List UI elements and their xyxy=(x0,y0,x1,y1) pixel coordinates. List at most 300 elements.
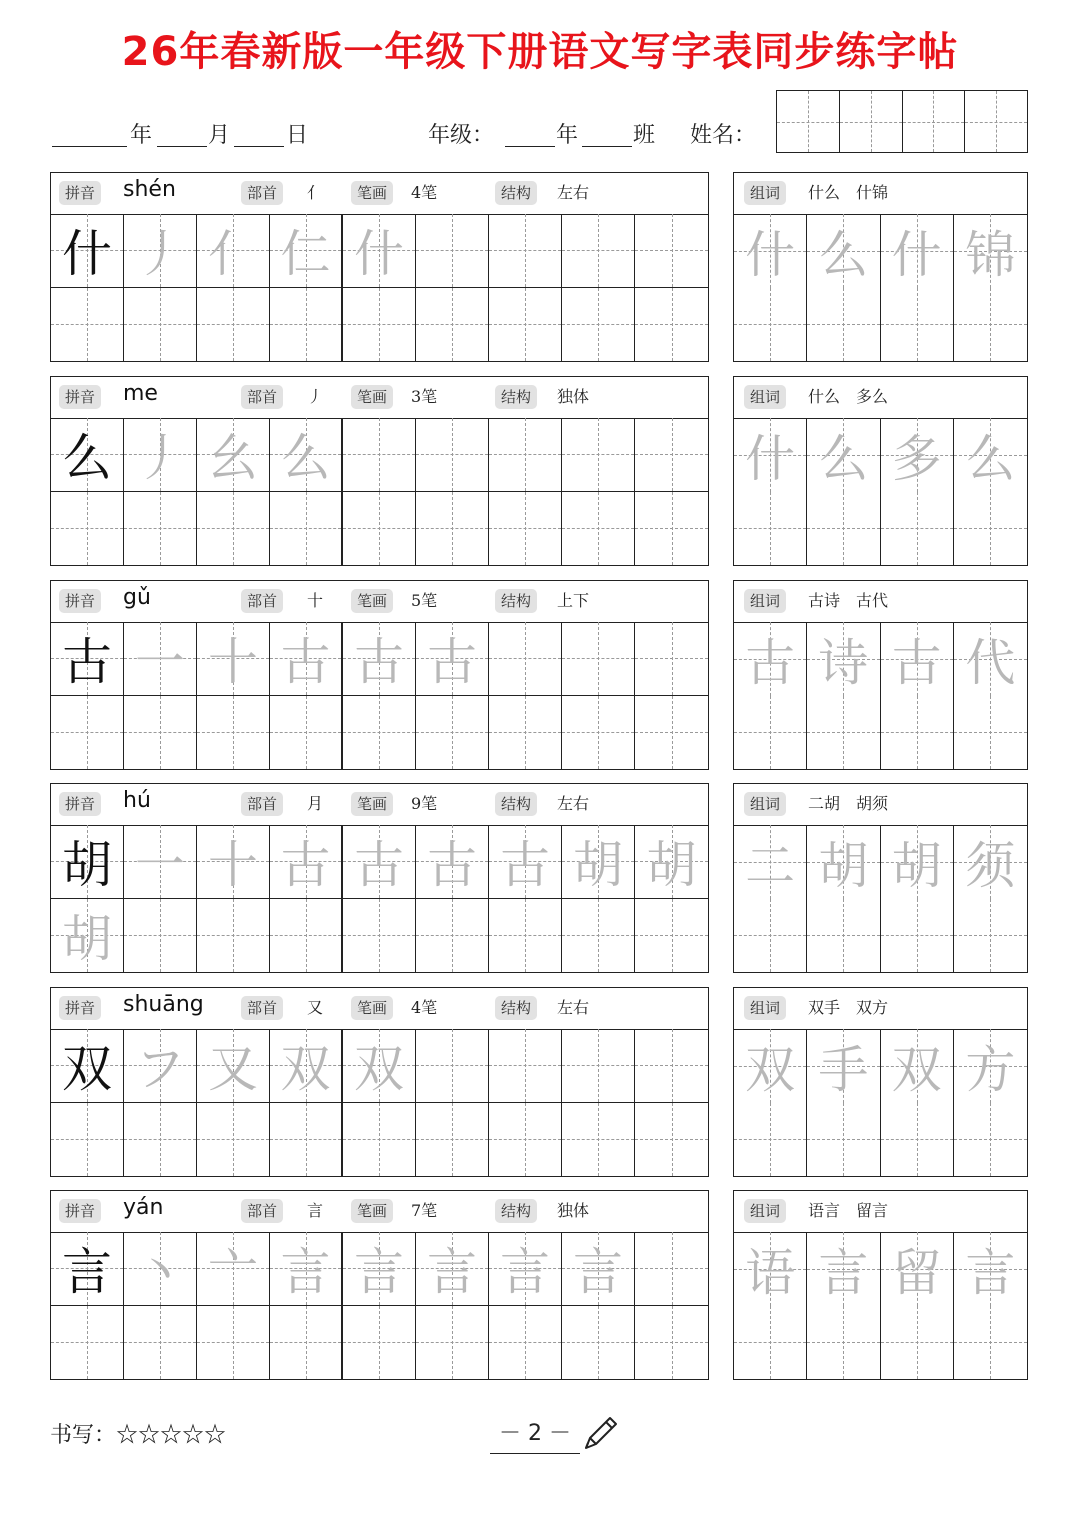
practice-cell[interactable] xyxy=(51,1103,124,1177)
practice-cell[interactable] xyxy=(562,492,635,566)
practice-cell[interactable] xyxy=(124,1306,197,1380)
word-trace-char: 么 xyxy=(965,429,1016,488)
words-tag: 组词 xyxy=(744,181,786,205)
radical-tag: 部首 xyxy=(241,181,283,205)
trace-char xyxy=(416,899,488,973)
practice-cell[interactable] xyxy=(562,825,635,899)
pinyin-tag: 拼音 xyxy=(59,589,101,613)
radical-value: 丿 xyxy=(307,387,324,406)
trace-char xyxy=(635,1232,708,1305)
word-trace-char: 方 xyxy=(965,1040,1016,1099)
trace-char xyxy=(489,696,561,770)
practice-cell[interactable] xyxy=(124,288,197,362)
char-section xyxy=(50,580,1028,770)
structure-value: 独体 xyxy=(557,387,590,406)
practice-cell[interactable] xyxy=(124,1103,197,1177)
word-cell[interactable] xyxy=(954,899,1027,973)
words-value: 什么 什锦 xyxy=(808,183,889,202)
trace-char xyxy=(562,1103,634,1177)
word-grid xyxy=(734,214,1027,361)
practice-cell[interactable] xyxy=(635,418,708,492)
practice-cell[interactable] xyxy=(416,1029,489,1103)
word-cell[interactable] xyxy=(807,696,880,770)
word-cell[interactable] xyxy=(807,1232,880,1306)
practice-cell[interactable] xyxy=(416,1103,489,1177)
word-cell[interactable] xyxy=(881,899,954,973)
practice-cell[interactable] xyxy=(416,622,489,696)
word-cell[interactable] xyxy=(734,288,807,362)
radical-value: 月 xyxy=(307,794,324,813)
char-info-row xyxy=(51,173,708,215)
word-trace-char: 什 xyxy=(745,429,796,488)
practice-cell[interactable] xyxy=(562,1306,635,1380)
trace-char xyxy=(489,1103,561,1177)
name-grid[interactable] xyxy=(776,90,1028,153)
practice-cell[interactable] xyxy=(270,899,343,973)
practice-cell[interactable] xyxy=(270,1232,343,1306)
practice-cell[interactable] xyxy=(416,825,489,899)
word-info-row xyxy=(734,581,1027,623)
word-trace-char: 胡 xyxy=(818,836,869,895)
word-cell[interactable] xyxy=(881,825,954,899)
radical-value: 亻 xyxy=(307,183,324,202)
strokes-value: 5笔 xyxy=(411,591,438,610)
word-info-row xyxy=(734,988,1027,1030)
word-grid xyxy=(734,825,1027,972)
word-cell[interactable] xyxy=(734,1029,807,1103)
word-cell[interactable] xyxy=(954,825,1027,899)
practice-cell[interactable] xyxy=(197,214,270,288)
strokes-value: 4笔 xyxy=(411,998,438,1017)
trace-char xyxy=(635,622,708,695)
trace-char xyxy=(562,214,634,287)
practice-grid xyxy=(51,825,708,972)
trace-char xyxy=(635,1029,708,1102)
practice-cell[interactable] xyxy=(343,1232,416,1306)
trace-char xyxy=(51,1306,123,1380)
char-info-row xyxy=(51,581,708,623)
char-practice-box xyxy=(50,987,709,1177)
practice-cell[interactable] xyxy=(562,622,635,696)
class-label: 班 xyxy=(633,123,656,148)
word-trace-char: 双 xyxy=(745,1040,796,1099)
trace-char: 十 xyxy=(208,633,258,692)
trace-char: 古 xyxy=(280,836,331,895)
word-cell[interactable] xyxy=(734,1103,807,1177)
word-trace-char: 语 xyxy=(745,1243,796,1302)
practice-cell[interactable] xyxy=(489,288,562,362)
pinyin-value: me xyxy=(123,381,158,406)
practice-cell[interactable] xyxy=(343,492,416,566)
practice-cell[interactable] xyxy=(343,418,416,492)
practice-cell[interactable] xyxy=(197,899,270,973)
practice-cell[interactable] xyxy=(343,825,416,899)
name-cell[interactable] xyxy=(777,91,840,152)
practice-cell[interactable] xyxy=(489,1306,562,1380)
practice-cell[interactable] xyxy=(51,899,124,973)
practice-cell[interactable] xyxy=(270,492,343,566)
practice-cell[interactable] xyxy=(416,899,489,973)
practice-cell[interactable] xyxy=(562,899,635,973)
trace-char: 一 xyxy=(135,633,185,692)
word-cell[interactable] xyxy=(734,899,807,973)
practice-cell[interactable] xyxy=(416,418,489,492)
trace-char: 又 xyxy=(208,1040,258,1099)
practice-cell[interactable] xyxy=(635,1306,708,1380)
practice-cell[interactable] xyxy=(343,696,416,770)
trace-char xyxy=(124,288,196,362)
word-cell[interactable] xyxy=(881,214,954,288)
trace-char xyxy=(635,288,708,362)
practice-cell[interactable] xyxy=(635,214,708,288)
word-cell[interactable] xyxy=(954,622,1027,696)
pinyin-tag: 拼音 xyxy=(59,996,101,1020)
practice-cell[interactable] xyxy=(270,288,343,362)
practice-cell[interactable] xyxy=(343,288,416,362)
words-value: 什么 多么 xyxy=(808,387,889,406)
trace-char: 什 xyxy=(354,225,404,284)
practice-cell[interactable] xyxy=(51,1232,124,1306)
strokes-value: 9笔 xyxy=(411,794,438,813)
trace-char xyxy=(416,418,488,491)
structure-value: 左右 xyxy=(557,998,590,1017)
practice-grid xyxy=(51,622,708,769)
word-cell[interactable] xyxy=(954,696,1027,770)
word-trace-char: 什 xyxy=(891,225,942,284)
strokes-value: 4笔 xyxy=(411,183,438,202)
rating-stars[interactable]: ☆☆☆☆☆ xyxy=(116,1423,227,1448)
trace-char: 亠 xyxy=(208,1243,258,1302)
word-cell[interactable] xyxy=(807,214,880,288)
word-cell[interactable] xyxy=(807,825,880,899)
practice-cell[interactable] xyxy=(51,1306,124,1380)
practice-cell[interactable] xyxy=(489,622,562,696)
practice-cell[interactable] xyxy=(51,214,124,288)
word-info-row xyxy=(734,173,1027,215)
word-cell[interactable] xyxy=(881,622,954,696)
practice-cell[interactable] xyxy=(635,1232,708,1306)
words-tag: 组词 xyxy=(744,792,786,816)
word-grid xyxy=(734,418,1027,565)
trace-char xyxy=(562,696,634,770)
practice-cell[interactable] xyxy=(489,214,562,288)
word-cell[interactable] xyxy=(734,418,807,492)
practice-cell[interactable] xyxy=(343,899,416,973)
trace-char xyxy=(489,899,561,973)
practice-cell[interactable] xyxy=(635,899,708,973)
practice-cell[interactable] xyxy=(489,418,562,492)
practice-cell[interactable] xyxy=(416,492,489,566)
word-cell[interactable] xyxy=(954,288,1027,362)
month-blank[interactable] xyxy=(157,146,207,147)
practice-cell[interactable] xyxy=(489,899,562,973)
word-cell[interactable] xyxy=(734,825,807,899)
trace-char: 丿 xyxy=(135,429,185,488)
word-cell[interactable] xyxy=(807,418,880,492)
year-label: 年 xyxy=(130,123,153,148)
practice-cell[interactable] xyxy=(197,1306,270,1380)
char-info-row xyxy=(51,377,708,419)
words-value: 语言 留言 xyxy=(808,1201,889,1220)
words-tag: 组词 xyxy=(744,1199,786,1223)
word-cell[interactable] xyxy=(954,418,1027,492)
trace-char xyxy=(197,696,269,770)
structure-value: 独体 xyxy=(557,1201,590,1220)
trace-char xyxy=(51,696,123,770)
word-cell[interactable] xyxy=(954,492,1027,566)
trace-char: 丶 xyxy=(135,1243,185,1302)
practice-cell[interactable] xyxy=(124,899,197,973)
word-cell[interactable] xyxy=(954,214,1027,288)
strokes-value: 3笔 xyxy=(411,387,438,406)
radical-tag: 部首 xyxy=(241,996,283,1020)
word-cell[interactable] xyxy=(954,1232,1027,1306)
trace-char: フ xyxy=(135,1040,185,1099)
word-cell[interactable] xyxy=(807,1306,880,1380)
practice-cell[interactable] xyxy=(562,696,635,770)
practice-cell[interactable] xyxy=(416,1306,489,1380)
practice-cell[interactable] xyxy=(270,622,343,696)
practice-cell[interactable] xyxy=(489,1103,562,1177)
word-trace-char: 诗 xyxy=(818,633,869,692)
practice-cell[interactable] xyxy=(343,1103,416,1177)
word-cell[interactable] xyxy=(807,899,880,973)
practice-cell[interactable] xyxy=(489,1232,562,1306)
trace-char: 言 xyxy=(573,1243,623,1302)
trace-char xyxy=(416,214,488,287)
practice-cell[interactable] xyxy=(197,825,270,899)
practice-cell[interactable] xyxy=(124,418,197,492)
practice-cell[interactable] xyxy=(562,418,635,492)
word-trace-char: 胡 xyxy=(891,836,942,895)
trace-char: 胡 xyxy=(62,910,112,969)
trace-char xyxy=(562,899,634,973)
trace-char xyxy=(416,492,488,566)
practice-cell[interactable] xyxy=(124,1232,197,1306)
word-cell[interactable] xyxy=(807,288,880,362)
pinyin-value: hú xyxy=(123,788,151,813)
practice-cell[interactable] xyxy=(270,418,343,492)
word-cell[interactable] xyxy=(954,1306,1027,1380)
practice-cell[interactable] xyxy=(343,1029,416,1103)
practice-cell[interactable] xyxy=(124,825,197,899)
practice-cell[interactable] xyxy=(416,214,489,288)
practice-cell[interactable] xyxy=(124,696,197,770)
word-cell[interactable] xyxy=(734,1232,807,1306)
model-char: 么 xyxy=(62,429,112,488)
word-cell[interactable] xyxy=(881,492,954,566)
practice-cell[interactable] xyxy=(51,418,124,492)
practice-cell[interactable] xyxy=(51,288,124,362)
word-box xyxy=(733,580,1028,770)
practice-cell[interactable] xyxy=(635,622,708,696)
word-cell[interactable] xyxy=(881,1306,954,1380)
trace-char xyxy=(416,1306,488,1380)
word-cell[interactable] xyxy=(807,1029,880,1103)
trace-char xyxy=(197,492,269,566)
strokes-tag: 笔画 xyxy=(351,181,393,205)
practice-cell[interactable] xyxy=(562,1232,635,1306)
word-trace-char: 留 xyxy=(891,1243,942,1302)
word-box xyxy=(733,172,1028,362)
trace-char xyxy=(270,899,341,973)
practice-cell[interactable] xyxy=(562,214,635,288)
practice-cell[interactable] xyxy=(270,696,343,770)
structure-tag: 结构 xyxy=(495,1199,537,1223)
practice-cell[interactable] xyxy=(270,825,343,899)
practice-cell[interactable] xyxy=(635,696,708,770)
radical-tag: 部首 xyxy=(241,385,283,409)
practice-cell[interactable] xyxy=(270,214,343,288)
practice-cell[interactable] xyxy=(635,288,708,362)
pinyin-value: yán xyxy=(123,1195,164,1220)
practice-cell[interactable] xyxy=(489,696,562,770)
practice-cell[interactable] xyxy=(489,492,562,566)
trace-char: 幺 xyxy=(208,429,258,488)
trace-char xyxy=(416,1029,488,1102)
word-trace-char: 锦 xyxy=(965,225,1016,284)
class-blank[interactable] xyxy=(582,146,632,147)
word-cell[interactable] xyxy=(734,1306,807,1380)
word-cell[interactable] xyxy=(734,622,807,696)
grade-year-blank[interactable] xyxy=(505,146,555,147)
practice-cell[interactable] xyxy=(51,696,124,770)
practice-cell[interactable] xyxy=(635,492,708,566)
word-trace-char: 手 xyxy=(818,1040,869,1099)
char-practice-box xyxy=(50,580,709,770)
practice-cell[interactable] xyxy=(197,1232,270,1306)
word-cell[interactable] xyxy=(807,492,880,566)
word-cell[interactable] xyxy=(954,1029,1027,1103)
name-label: 姓名： xyxy=(690,123,757,148)
practice-cell[interactable] xyxy=(562,288,635,362)
pinyin-tag: 拼音 xyxy=(59,1199,101,1223)
trace-char xyxy=(270,1306,341,1380)
word-cell[interactable] xyxy=(881,1232,954,1306)
practice-cell[interactable] xyxy=(270,1103,343,1177)
word-box xyxy=(733,1190,1028,1380)
practice-cell[interactable] xyxy=(489,1029,562,1103)
name-cell[interactable] xyxy=(965,91,1027,152)
writing-label: 书写： xyxy=(50,1423,117,1448)
char-practice-box xyxy=(50,1190,709,1380)
word-cell[interactable] xyxy=(734,492,807,566)
trace-char: 仁 xyxy=(280,225,331,284)
trace-char xyxy=(270,696,341,770)
model-char: 胡 xyxy=(62,836,112,895)
practice-cell[interactable] xyxy=(124,1029,197,1103)
pinyin-tag: 拼音 xyxy=(59,181,101,205)
trace-char xyxy=(562,622,634,695)
word-cell[interactable] xyxy=(807,622,880,696)
trace-char xyxy=(343,492,415,566)
practice-cell[interactable] xyxy=(562,1029,635,1103)
practice-cell[interactable] xyxy=(416,696,489,770)
word-info-row xyxy=(734,1191,1027,1233)
pinyin-tag: 拼音 xyxy=(59,385,101,409)
practice-cell[interactable] xyxy=(51,1029,124,1103)
trace-char xyxy=(489,492,561,566)
practice-cell[interactable] xyxy=(197,622,270,696)
year-blank[interactable] xyxy=(52,146,127,147)
practice-cell[interactable] xyxy=(270,1029,343,1103)
practice-cell[interactable] xyxy=(51,622,124,696)
word-cell[interactable] xyxy=(734,696,807,770)
practice-cell[interactable] xyxy=(197,288,270,362)
practice-cell[interactable] xyxy=(197,696,270,770)
practice-cell[interactable] xyxy=(270,1306,343,1380)
word-cell[interactable] xyxy=(734,214,807,288)
trace-char xyxy=(416,1103,488,1177)
practice-cell[interactable] xyxy=(197,492,270,566)
practice-cell[interactable] xyxy=(343,1306,416,1380)
practice-cell[interactable] xyxy=(197,418,270,492)
trace-char xyxy=(562,418,634,491)
trace-char xyxy=(489,214,561,287)
practice-cell[interactable] xyxy=(635,825,708,899)
practice-cell[interactable] xyxy=(51,825,124,899)
practice-cell[interactable] xyxy=(416,288,489,362)
trace-char xyxy=(124,1306,196,1380)
practice-cell[interactable] xyxy=(343,214,416,288)
name-cell[interactable] xyxy=(903,91,966,152)
strokes-tag: 笔画 xyxy=(351,1199,393,1223)
words-tag: 组词 xyxy=(744,996,786,1020)
day-blank[interactable] xyxy=(234,146,284,147)
practice-cell[interactable] xyxy=(635,1103,708,1177)
word-info-row xyxy=(734,784,1027,826)
words-value: 古诗 古代 xyxy=(808,591,889,610)
word-trace-char: 古 xyxy=(891,633,942,692)
name-cell[interactable] xyxy=(840,91,903,152)
practice-cell[interactable] xyxy=(416,1232,489,1306)
word-trace-char: 么 xyxy=(818,225,869,284)
word-cell[interactable] xyxy=(807,1103,880,1177)
word-cell[interactable] xyxy=(881,1103,954,1177)
practice-cell[interactable] xyxy=(562,1103,635,1177)
word-cell[interactable] xyxy=(881,1029,954,1103)
word-trace-char: 代 xyxy=(965,633,1016,692)
practice-cell[interactable] xyxy=(635,1029,708,1103)
trace-char xyxy=(270,1103,341,1177)
trace-char: 古 xyxy=(280,633,331,692)
practice-cell[interactable] xyxy=(343,622,416,696)
radical-value: 言 xyxy=(307,1201,324,1220)
words-value: 二胡 胡须 xyxy=(808,794,889,813)
practice-cell[interactable] xyxy=(124,214,197,288)
practice-cell[interactable] xyxy=(124,622,197,696)
trace-char: 一 xyxy=(135,836,185,895)
grade-year-label: 年 xyxy=(556,123,579,148)
radical-value: 又 xyxy=(307,998,324,1017)
practice-cell[interactable] xyxy=(51,492,124,566)
trace-char: 古 xyxy=(354,633,404,692)
practice-cell[interactable] xyxy=(124,492,197,566)
practice-cell[interactable] xyxy=(197,1029,270,1103)
practice-cell[interactable] xyxy=(197,1103,270,1177)
word-cell[interactable] xyxy=(881,288,954,362)
trace-char: 十 xyxy=(208,836,258,895)
model-char: 什 xyxy=(62,225,112,284)
structure-tag: 结构 xyxy=(495,589,537,613)
trace-char xyxy=(635,492,708,566)
word-cell[interactable] xyxy=(954,1103,1027,1177)
practice-cell[interactable] xyxy=(489,825,562,899)
structure-value: 左右 xyxy=(557,183,590,202)
word-info-row xyxy=(734,377,1027,419)
word-cell[interactable] xyxy=(881,696,954,770)
word-cell[interactable] xyxy=(881,418,954,492)
